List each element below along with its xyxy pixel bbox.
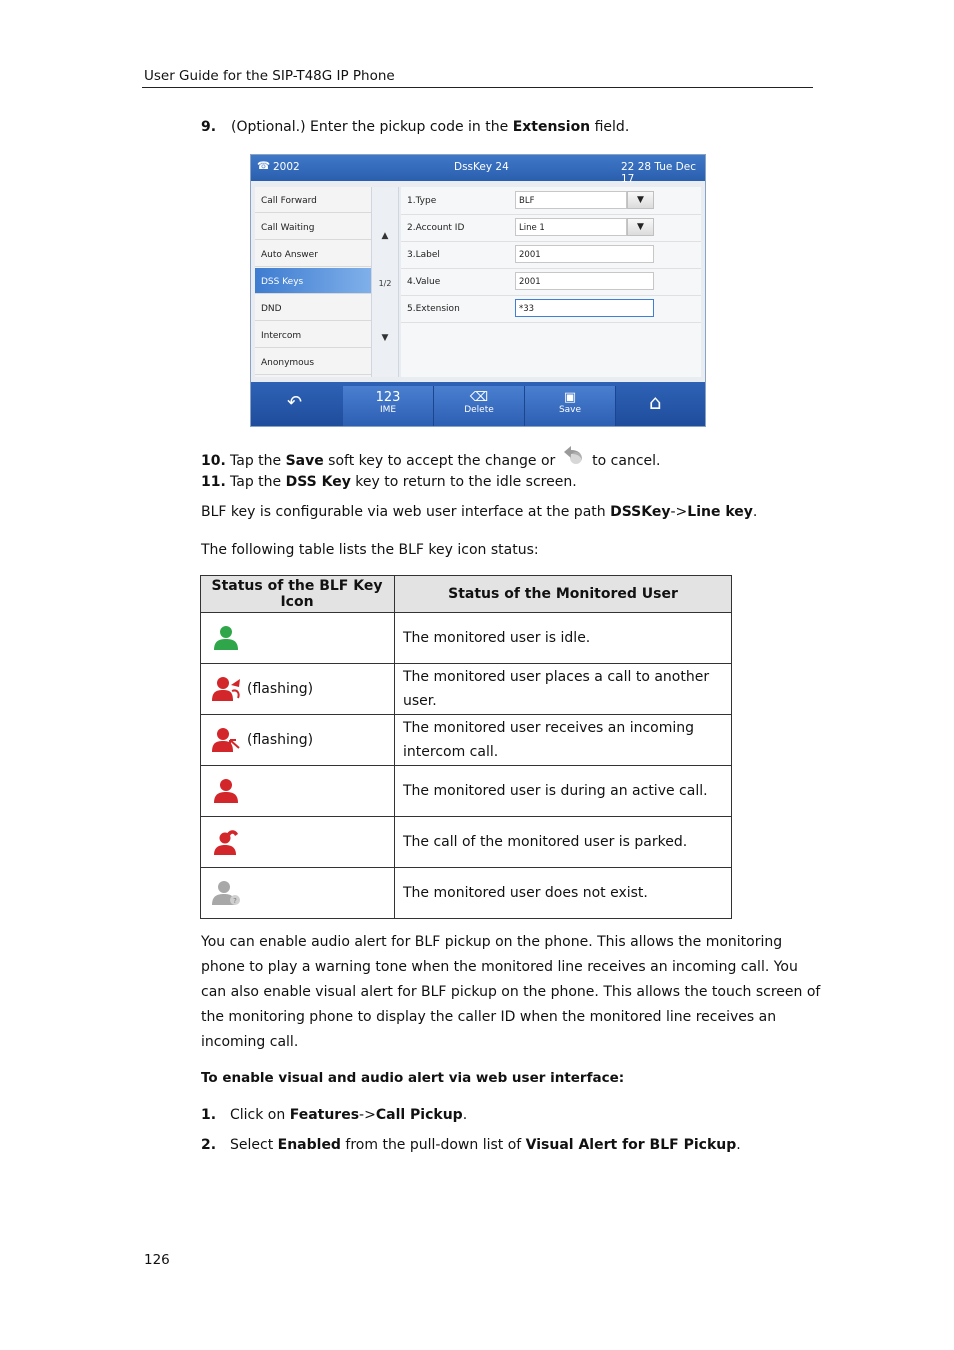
step-text: (Optional.) Enter the pickup code in the — [231, 119, 513, 135]
table-header-row — [201, 576, 732, 613]
table-header: Status of the Monitored User — [395, 576, 732, 613]
step-2 — [201, 1136, 741, 1155]
save-icon: ▣ — [563, 390, 577, 405]
backspace-icon: ⌫ — [469, 390, 489, 405]
table-row — [201, 868, 732, 919]
phone-screen — [250, 154, 706, 427]
home-icon[interactable]: ⌂ — [649, 390, 662, 414]
status-line: The monitored user receives an incoming — [403, 720, 695, 736]
softkey-label: IME — [379, 405, 397, 415]
ime-mode-label: 123 — [375, 390, 401, 405]
status-bar — [251, 155, 706, 185]
status-line: The monitored user places a call to another — [403, 669, 710, 685]
svg-text:?: ? — [233, 897, 237, 905]
status-cell: The monitored user is idle. — [395, 613, 732, 664]
field-name: Visual Alert for BLF Pickup — [525, 1137, 737, 1153]
green-person-icon — [211, 624, 241, 652]
red-person-outgoing-icon — [211, 675, 241, 703]
step-text: Tap the — [230, 474, 286, 490]
icon-cell — [201, 664, 395, 715]
page-number: 126 — [144, 1252, 170, 1268]
field-label: 1.Type — [407, 196, 437, 206]
table-row — [201, 664, 732, 715]
paragraph-line: You can enable audio alert for BLF pickup on the phone. This allows the monitoring — [201, 934, 783, 950]
step-bold: Save — [285, 453, 324, 469]
paragraph-line: can also enable visual alert for BLF pickup on the phone. This allows the touch screen of — [201, 984, 821, 1000]
body-text: BLF key is configurable via web user interface at the path — [201, 504, 611, 520]
body-text: . — [752, 504, 758, 520]
menu-scrollbar[interactable] — [371, 187, 399, 377]
table-row — [201, 715, 732, 766]
field-label: 3.Label — [407, 250, 440, 260]
icon-cell — [201, 715, 395, 766]
icon-cell — [201, 613, 395, 664]
step-number: 2. — [201, 1137, 217, 1153]
clock: 22 28 Tue Dec 17 — [621, 161, 696, 185]
red-person-parked-icon — [211, 828, 241, 856]
field-label: 4.Value — [407, 277, 441, 287]
type-select[interactable]: BLF — [515, 191, 627, 209]
step-text: key to return to the idle screen. — [350, 474, 577, 490]
field-label-row — [401, 241, 701, 269]
status-cell: The call of the monitored user is parked. — [395, 817, 732, 868]
field-account-id — [401, 214, 701, 242]
back-icon[interactable]: ↶ — [287, 392, 303, 413]
paragraph-line: incoming call. — [201, 1034, 299, 1050]
option-value: Enabled — [277, 1137, 341, 1153]
dropdown-arrow-icon[interactable]: ▼ — [627, 218, 654, 236]
softkey-label: Save — [558, 405, 582, 415]
step-number: 11. — [201, 474, 226, 490]
path-arrow: -> — [359, 1107, 376, 1123]
flashing-label: (flashing) — [247, 732, 314, 748]
step-text: field. — [590, 119, 630, 135]
value-input[interactable]: 2001 — [515, 272, 654, 290]
step-number: 10. — [201, 453, 226, 469]
status-cell — [395, 664, 732, 715]
status-cell — [395, 715, 732, 766]
menu-item-auto-answer[interactable]: Auto Answer — [255, 241, 371, 267]
menu-item-call-forward[interactable]: Call Forward — [255, 187, 371, 213]
step-bold: Extension — [512, 119, 591, 135]
status-line: intercom call. — [403, 744, 499, 760]
header-divider — [142, 87, 813, 88]
table-row — [201, 817, 732, 868]
paragraph-line: phone to play a warning tone when the monitored line receives an incoming call. You — [201, 959, 798, 975]
step-1 — [201, 1106, 467, 1125]
icon-cell — [201, 766, 395, 817]
softkey-label: Delete — [464, 405, 494, 415]
label-input[interactable]: 2001 — [515, 245, 654, 263]
ime-softkey[interactable] — [343, 386, 434, 426]
step-text: to cancel. — [587, 453, 661, 469]
step-number: 1. — [201, 1107, 217, 1123]
path-menu: Features — [289, 1107, 360, 1123]
field-label: 2.Account ID — [407, 223, 465, 233]
menu-item-call-waiting[interactable]: Call Waiting — [255, 214, 371, 240]
step-bold: DSS Key — [285, 474, 351, 490]
path-submenu: Call Pickup — [375, 1107, 463, 1123]
field-value-row — [401, 268, 701, 296]
menu-item-dss-keys[interactable]: DSS Keys — [255, 268, 371, 294]
step-9 — [201, 118, 629, 137]
table-row — [201, 766, 732, 817]
blf-status-table — [200, 575, 732, 919]
step-text: Select — [230, 1137, 278, 1153]
table-header: Status of the BLF Key Icon — [201, 576, 395, 613]
field-extension-row — [401, 295, 701, 323]
extension-input[interactable]: *33 — [515, 299, 654, 317]
step-11 — [201, 473, 577, 492]
scroll-down-icon[interactable]: ▼ — [381, 333, 389, 343]
page-indicator: 1/2 — [378, 279, 392, 288]
table-row — [201, 613, 732, 664]
status-cell: The monitored user does not exist. — [395, 868, 732, 919]
red-person-icon — [211, 777, 241, 805]
step-number: 9. — [201, 119, 217, 135]
paragraph-line: the monitoring phone to display the caller ID when the monitored line receives an — [201, 1009, 777, 1025]
account-select[interactable]: Line 1 — [515, 218, 627, 236]
icon-cell — [201, 868, 395, 919]
back-arrow-icon — [560, 443, 588, 471]
save-softkey[interactable] — [525, 386, 616, 426]
softkey-bar — [251, 382, 706, 427]
path-menu: DSSKey — [610, 504, 671, 520]
screen-title: DssKey 24 — [454, 161, 509, 173]
path-submenu: Line key — [687, 504, 753, 520]
gray-person-icon — [211, 879, 241, 907]
status-line: user. — [403, 693, 437, 709]
red-person-incoming-icon — [211, 726, 241, 754]
step-text: . — [736, 1137, 741, 1153]
step-text: from the pull-down list of — [340, 1137, 526, 1153]
delete-softkey[interactable] — [434, 386, 525, 426]
path-arrow: -> — [670, 504, 688, 520]
table-intro: The following table lists the BLF key icon status: — [201, 542, 539, 558]
settings-menu — [255, 187, 371, 377]
icon-cell — [201, 817, 395, 868]
menu-item-dnd[interactable]: DND — [255, 295, 371, 321]
field-label: 5.Extension — [407, 304, 460, 314]
menu-item-anonymous[interactable]: Anonymous — [255, 349, 371, 375]
dsskey-fields — [401, 187, 701, 377]
dropdown-arrow-icon[interactable]: ▼ — [627, 191, 654, 209]
step-text: soft key to accept the change or — [323, 453, 560, 469]
step-text: Tap the — [230, 453, 286, 469]
status-cell: The monitored user is during an active call. — [395, 766, 732, 817]
scroll-up-icon[interactable]: ▲ — [381, 231, 389, 241]
step-10 — [201, 443, 660, 471]
phone-icon: ☎ — [257, 160, 271, 172]
menu-item-intercom[interactable]: Intercom — [255, 322, 371, 348]
step-text: . — [462, 1107, 468, 1123]
page-header: User Guide for the SIP-T48G IP Phone — [144, 68, 395, 84]
alert-paragraph — [201, 930, 820, 1055]
procedure-title: To enable visual and audio alert via web user interface: — [201, 1070, 625, 1086]
flashing-label: (flashing) — [247, 681, 314, 697]
account-label: 2002 — [273, 161, 300, 173]
step-text: Click on — [230, 1107, 290, 1123]
field-type — [401, 187, 701, 215]
blf-path-text — [201, 503, 757, 522]
